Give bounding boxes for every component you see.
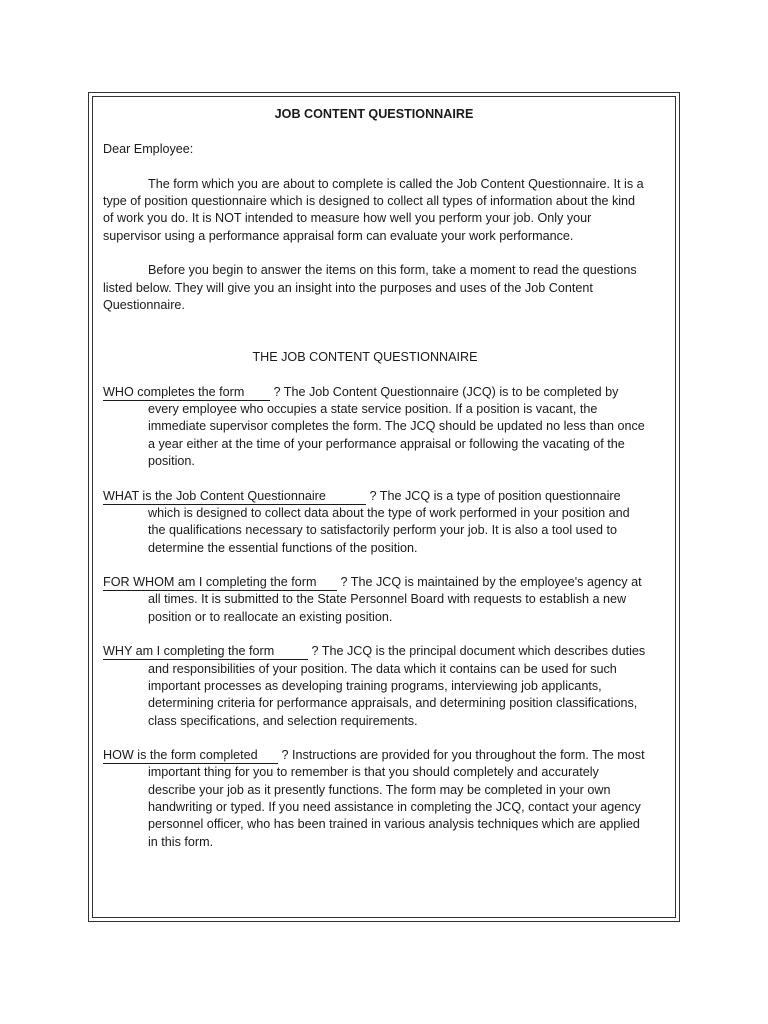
qa-item-who xyxy=(103,384,648,470)
question-what: WHAT is the Job Content Questionnaire xyxy=(103,489,366,505)
instructions-paragraph: Before you begin to answer the items on this form, take a moment to read the questions listed below. They will give you an insight into the purposes and uses of the Job Content Questionnaire. xyxy=(103,263,637,312)
answer-why: ? The JCQ is the principal document which describes duties and responsibilities of your position. The data which it contains can be used for such important processes as developing training programs, interviewing job applicants, determining criteria for performance appraisals, and determining position classifications, class specifications, and selection requirements. xyxy=(148,644,646,728)
qa-item-why xyxy=(103,643,648,729)
intro-paragraph: The form which you are about to complete is called the Job Content Questionnaire. It is a type of position questionnaire which is designed to collect all types of information about the kind of work you do. It is NOT intended to measure how well you perform your job. Only your supervisor using a performance appraisal form can evaluate your work performance. xyxy=(103,176,644,243)
answer-who: ? The Job Content Questionnaire (JCQ) is to be completed by every employee who occupies a state service position. If a position is vacant, the immediate supervisor completes the form. The JCQ should be updated no less than once a year either at the time of your performance appraisal or following the vacating of the position. xyxy=(148,384,645,469)
question-for-whom: FOR WHOM am I completing the form xyxy=(103,575,337,591)
answer-for-whom: ? The JCQ is maintained by the employee's agency at all times. It is submitted to the State Personnel Board with requests to establish a new position or to reallocate an existing position. xyxy=(148,575,642,624)
question-why: WHY am I completing the form xyxy=(103,644,308,660)
document-body xyxy=(103,106,648,851)
qa-item-how xyxy=(103,747,648,851)
answer-how: ? Instructions are provided for you throughout the form. The most important thing for you to remember is that you should completely and accurately describe your job as it presently functions. The form may be completed in your own handwriting or typed. If you need assistance in completing the JCQ, contact your agency personnel officer, who has been trained in various analysis techniques which are applied in this form. xyxy=(148,748,645,849)
qa-item-for-whom xyxy=(103,574,648,626)
question-how: HOW is the form completed xyxy=(103,748,278,764)
qa-item-what xyxy=(103,488,648,557)
answer-what: ? The JCQ is a type of position questionnaire which is designed to collect data about the type of work performed in your position and the qualifications necessary to satisfactorily perform your job. It is also a tool used to determine the essential functions of the position. xyxy=(148,488,630,555)
question-who: WHO completes the form xyxy=(103,385,270,401)
salutation: Dear Employee: xyxy=(103,142,194,157)
section-subtitle: THE JOB CONTENT QUESTIONNAIRE xyxy=(252,350,478,365)
document-title: JOB CONTENT QUESTIONNAIRE xyxy=(274,107,474,121)
